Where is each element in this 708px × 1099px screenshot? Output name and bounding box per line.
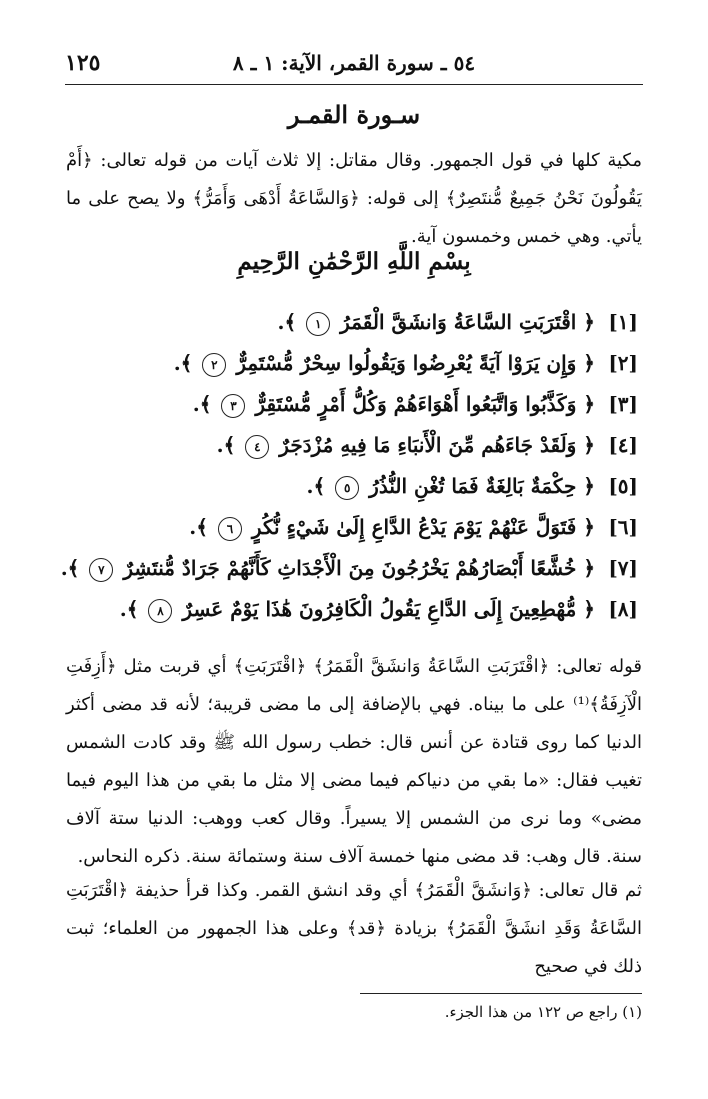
verse-close: ﴾. — [216, 433, 236, 457]
verse-text: ﴿ وَلَقَدْ جَاءَهُم مِّنَ الْأَنبَاءِ مَا فِيهِ مُزْدَجَرٌ — [279, 433, 596, 457]
running-head: ٥٤ ـ سورة القمر، الآية: ١ ـ ٨ — [232, 51, 476, 75]
verse-close: ﴾. — [173, 351, 193, 375]
footnote-divider — [360, 993, 642, 994]
verse-number: [٦] — [608, 515, 638, 539]
verse-number: [٧] — [608, 556, 638, 580]
verse-end-marker-icon: ٧ — [89, 558, 113, 582]
verse-text: ﴿ مُّهْطِعِينَ إِلَى الدَّاعِ يَقُولُ الْكَافِرُونَ هَٰذَا يَوْمٌ عَسِرٌ — [182, 597, 596, 621]
verse-end-marker-icon: ٨ — [148, 599, 172, 623]
verse-end-marker-icon: ٢ — [202, 353, 226, 377]
verse-number: [١] — [608, 310, 638, 334]
verse-list — [60, 310, 638, 638]
verse-number: [٣] — [608, 392, 638, 416]
verse-line — [70, 597, 638, 638]
verse-text: ﴿ اقْتَرَبَتِ السَّاعَةُ وَانشَقَّ الْقَمَرُ — [340, 310, 596, 334]
verse-close: ﴾. — [119, 597, 139, 621]
verse-number: [٨] — [608, 597, 638, 621]
verse-text: ﴿ حِكْمَةٌ بَالِغَةٌ فَمَا تُغْنِ النُّذُرُ — [369, 474, 596, 498]
surah-title: سـورة القمـر — [287, 100, 421, 129]
verse-line — [70, 433, 638, 474]
verse-text: ﴿ خُشَّعًا أَبْصَارُهُمْ يَخْرُجُونَ مِنَ الْأَجْدَاثِ كَأَنَّهُمْ جَرَادٌ مُّنتَشِرٌ — [123, 556, 596, 580]
verse-line — [70, 351, 638, 392]
verse-end-marker-icon: ٦ — [218, 517, 242, 541]
intro-paragraph: مكية كلها في قول الجمهور. وقال مقاتل: إلا ثلاث آيات من قوله تعالى: ﴿أَمْ يَقُولُونَ نَحْنُ جَمِيعٌ مُّنتَصِرٌ﴾ إلى قوله: ﴿وَالسَّاعَةُ أَدْهَى وَأَمَرُّ﴾ ولا يصح على ما يأتي. وهي خمس وخمسون آية. — [66, 150, 642, 247]
page-header — [65, 50, 643, 85]
footnote: (١) راجع ص ١٢٢ من هذا الجزء. — [444, 1003, 642, 1021]
verse-line — [70, 392, 638, 433]
verse-end-marker-icon: ٣ — [221, 394, 245, 418]
verse-text: ﴿ وَكَذَّبُوا وَاتَّبَعُوا أَهْوَاءَهُمْ وَكُلُّ أَمْرٍ مُّسْتَقِرٌّ — [255, 392, 596, 416]
verse-end-marker-icon: ١ — [306, 312, 330, 336]
verse-line — [70, 310, 638, 351]
verse-close: ﴾. — [277, 310, 297, 334]
verse-number: [٥] — [608, 474, 638, 498]
verse-close: ﴾. — [306, 474, 326, 498]
verse-number: [٢] — [608, 351, 638, 375]
commentary-paragraph-2: ثم قال تعالى: ﴿وَانشَقَّ الْقَمَرُ﴾ أي وقد انشق القمر. وكذا قرأ حذيفة ﴿اقْتَرَبَتِ السَّاعَةُ وَقَدِ انشَقَّ الْقَمَرُ﴾ بزيادة ﴿قد﴾ وعلى هذا الجمهور من العلماء؛ ثبت ذلك في صحيح — [66, 880, 642, 977]
verse-text: ﴿ وَإِن يَرَوْا آيَةً يُعْرِضُوا وَيَقُولُوا سِحْرٌ مُّسْتَمِرٌّ — [236, 351, 596, 375]
verse-end-marker-icon: ٥ — [335, 476, 359, 500]
verse-line — [70, 474, 638, 515]
verse-number: [٤] — [608, 433, 638, 457]
verse-end-marker-icon: ٤ — [245, 435, 269, 459]
verse-text: ﴿ فَتَوَلَّ عَنْهُمْ يَوْمَ يَدْعُ الدَّاعِ إِلَىٰ شَيْءٍ نُّكُرٍ — [251, 515, 596, 539]
verse-close: ﴾. — [60, 556, 80, 580]
commentary-paragraph-1: قوله تعالى: ﴿اقْتَرَبَتِ السَّاعَةُ وَانشَقَّ الْقَمَرُ﴾ ﴿اقْتَرَبَتِ﴾ أي قربت مثل ﴿أَزِفَتِ الْآزِفَةُ﴾⁽¹⁾ على ما بيناه. فهي بالإضافة إلى ما مضى قريبة؛ لأنه قد مضى أكثر الدنيا كما روى قتادة عن أنس قال: خطب رسول الله ﷺ وقد كادت الشمس تغيب فقال: «ما بقي من دنياكم فيما مضى إلا مثل ما بقي من هذا اليوم فيما مضى» وما نرى من الشمس إلا يسيراً. وقال كعب ووهب: الدنيا ستة آلاف سنة. قال وهب: قد مضى منها خمسة آلاف سنة وستمائة سنة. ذكره النحاس. — [66, 656, 642, 867]
basmala: بِسْمِ اللَّهِ الرَّحْمَٰنِ الرَّحِيمِ — [237, 248, 471, 275]
verse-close: ﴾. — [192, 392, 212, 416]
verse-close: ﴾. — [189, 515, 208, 539]
page-number: ١٢٥ — [65, 50, 101, 76]
verse-line — [70, 515, 638, 556]
verse-line — [60, 556, 638, 597]
